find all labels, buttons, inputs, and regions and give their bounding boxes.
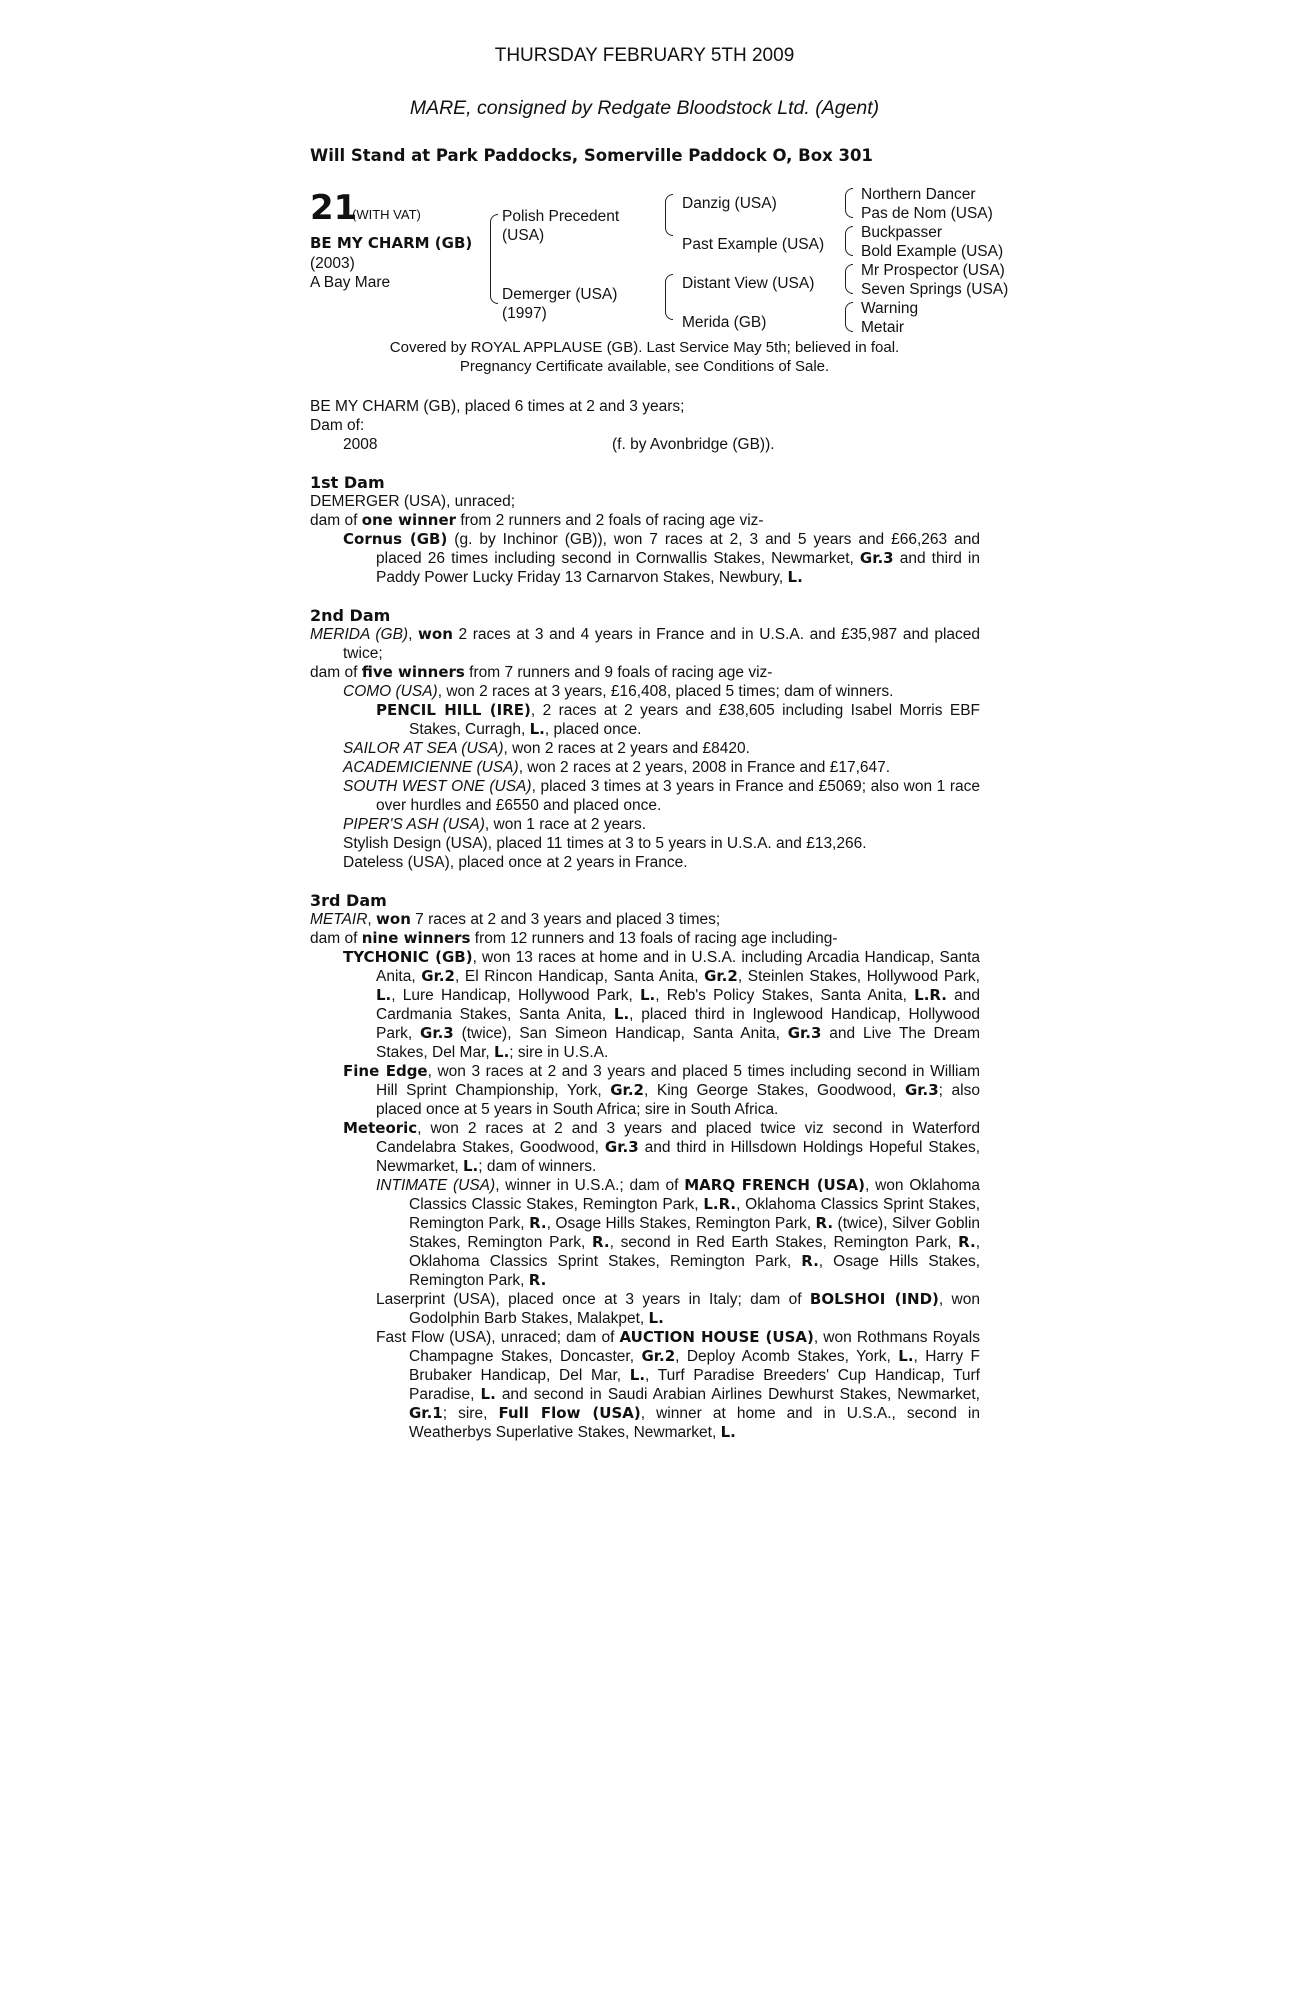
- pedigree-brace: [490, 214, 498, 304]
- gen3-name: Warning: [861, 300, 919, 317]
- produce-entry-cornus: Cornus (GB) (g. by Inchinor (GB)), won 7 races at 2, 3 and 5 years and £66,263 and placed 26 times including second in Cornwallis Stakes, Newmarket, Gr.3 and third in Paddy Power Lucky Friday 13 Carnarvon Stakes, Newbury, L.: [343, 530, 980, 586]
- covering-line: Covered by ROYAL APPLAUSE (GB). Last Service May 5th; believed in foal.: [389, 339, 900, 356]
- first-dam-summary: dam of one winner from 2 runners and 2 foals of racing age viz-: [310, 511, 764, 529]
- produce-entry-intimate: INTIMATE (USA), winner in U.S.A.; dam of MARQ FRENCH (USA), won Oklahoma Classics Classic Stakes, Remington Park, L.R., Oklahoma Classics Sprint Stakes, Remington Park, R., Osage Hills Stakes, Remington Park, R. (twice), Silver Goblin Stakes, Remington Park, R., second in Red Earth Stakes, Remington Park, R., Oklahoma Classics Sprint Stakes, Remington Park, R., Osage Hills Stakes, Remington Park, R.: [376, 1176, 981, 1289]
- dam-year: (1997): [502, 305, 547, 322]
- pedigree-brace: [665, 274, 673, 320]
- horse-name: BE MY CHARM (GB): [310, 234, 473, 252]
- horse-description: A Bay Mare: [310, 274, 391, 291]
- location-line: Will Stand at Park Paddocks, Somerville Paddock O, Box 301: [310, 146, 873, 165]
- third-dam-heading: 3rd Dam: [310, 891, 387, 910]
- first-dam-name: DEMERGER (USA), unraced;: [310, 493, 515, 510]
- third-dam-record: METAIR, won 7 races at 2 and 3 years and placed 3 times;: [310, 910, 721, 928]
- sale-date: THURSDAY FEBRUARY 5TH 2009: [494, 45, 795, 66]
- pedigree-brace: [845, 264, 853, 294]
- produce-entry-sailor: SAILOR AT SEA (USA), won 2 races at 2 years and £8420.: [343, 740, 750, 757]
- second-dam-heading: 2nd Dam: [310, 606, 391, 625]
- produce-entry-fast-flow: Fast Flow (USA), unraced; dam of AUCTION HOUSE (USA), won Rothmans Royals Champagne Stakes, Doncaster, Gr.2, Deploy Acomb Stakes, York, L., Harry F Brubaker Handicap, Del Mar, L., Turf Paradise Breeders' Cup Handicap, Turf Paradise, L. and second in Saudi Arabian Airlines Dewhurst Stakes, Newmarket, Gr.1; sire, Full Flow (USA), winner at home and in U.S.A., second in Weatherbys Superlative Stakes, Newmarket, L.: [376, 1328, 981, 1441]
- foal-description: (f. by Avonbridge (GB)).: [612, 436, 775, 453]
- second-dam-record: MERIDA (GB), won 2 races at 3 and 4 years in France and in U.S.A. and £35,987 and placed twice;: [310, 625, 980, 662]
- sire-name: Polish Precedent: [502, 208, 620, 225]
- second-dam-summary: dam of five winners from 7 runners and 9 foals of racing age viz-: [310, 663, 773, 681]
- produce-entry-dateless: Dateless (USA), placed once at 2 years in France.: [343, 854, 688, 871]
- dam-sire: Distant View (USA): [682, 275, 815, 292]
- gen3-name: Pas de Nom (USA): [861, 205, 993, 222]
- produce-entry-pipers-ash: PIPER'S ASH (USA), won 1 race at 2 years.: [343, 816, 647, 833]
- dam-name: Demerger (USA): [502, 286, 618, 303]
- sire-sire: Danzig (USA): [682, 195, 777, 212]
- produce-entry-fine-edge: Fine Edge, won 3 races at 2 and 3 years and placed 5 times including second in William Hill Sprint Championship, York, Gr.2, King George Stakes, Goodwood, Gr.3; also placed once at 5 years in South Africa; sire in South Africa.: [343, 1062, 980, 1118]
- sire-dam: Past Example (USA): [682, 236, 825, 253]
- produce-entry-tychonic: TYCHONIC (GB), won 13 races at home and in U.S.A. including Arcadia Handicap, Santa Anita, Gr.2, El Rincon Handicap, Santa Anita, Gr.2, Steinlen Stakes, Hollywood Park, L., Lure Handicap, Hollywood Park, L., Reb's Policy Stakes, Santa Anita, L.R. and Cardmania Stakes, Santa Anita, L., placed third in Inglewood Handicap, Hollywood Park, Gr.3 (twice), San Simeon Handicap, Santa Anita, Gr.3 and Live The Dream Stakes, Del Mar, L.; sire in U.S.A.: [343, 948, 980, 1061]
- consignment-line: MARE, consigned by Redgate Bloodstock Ltd. (Agent): [409, 97, 880, 119]
- produce-entry-meteoric: Meteoric, won 2 races at 2 and 3 years and placed twice viz second in Waterford Candelabra Stakes, Goodwood, Gr.3 and third in Hillsdown Holdings Hopeful Stakes, Newmarket, L.; dam of winners.: [343, 1119, 981, 1175]
- pregnancy-line: Pregnancy Certificate available, see Conditions of Sale.: [459, 358, 830, 375]
- produce-entry-stylish-design: Stylish Design (USA), placed 11 times at 3 to 5 years in U.S.A. and £13,266.: [343, 835, 867, 852]
- gen3-name: Buckpasser: [861, 224, 942, 241]
- pedigree-brace: [665, 194, 673, 236]
- pedigree-brace: [845, 188, 853, 218]
- pedigree-block: [310, 186, 1030, 336]
- produce-entry-pencil-hill: PENCIL HILL (IRE), 2 races at 2 years and £38,605 including Isabel Morris EBF Stakes, Curragh, L., placed once.: [376, 701, 980, 738]
- first-dam-heading: 1st Dam: [310, 473, 385, 492]
- produce-entry-como: COMO (USA), won 2 races at 3 years, £16,408, placed 5 times; dam of winners.: [343, 683, 894, 700]
- produce-entry-laserprint: Laserprint (USA), placed once at 3 years in Italy; dam of BOLSHOI (IND), won Godolphin Barb Stakes, Malakpet, L.: [376, 1290, 980, 1327]
- produce-entry-academicienne: ACADEMICIENNE (USA), won 2 races at 2 years, 2008 in France and £17,647.: [343, 759, 891, 776]
- produce-entry-south-west-one: SOUTH WEST ONE (USA), placed 3 times at 3 years in France and £5069; also won 1 race over hurdles and £6550 and placed once.: [343, 778, 980, 814]
- sire-country: (USA): [502, 227, 545, 244]
- lot-number: 21: [310, 188, 358, 228]
- foal-row: [310, 435, 980, 454]
- third-dam-summary: dam of nine winners from 12 runners and 13 foals of racing age including-: [310, 929, 838, 947]
- covering-note: [0, 338, 1289, 376]
- dam-dam: Merida (GB): [682, 314, 767, 331]
- gen3-name: Metair: [861, 319, 905, 336]
- foal-year: 2008: [343, 436, 378, 453]
- gen3-name: Seven Springs (USA): [861, 281, 1009, 298]
- gen3-name: Bold Example (USA): [861, 243, 1004, 260]
- dam-of-label: Dam of:: [310, 417, 365, 434]
- pedigree-brace: [845, 226, 853, 256]
- foaling-year: (2003): [310, 255, 355, 272]
- vat-label: (WITH VAT): [352, 207, 421, 222]
- pedigree-brace: [845, 302, 853, 332]
- produce-record: [310, 397, 980, 1442]
- gen3-name: Mr Prospector (USA): [861, 262, 1005, 279]
- mare-record-line: BE MY CHARM (GB), placed 6 times at 2 and 3 years;: [310, 398, 685, 415]
- gen3-name: Northern Dancer: [861, 186, 976, 203]
